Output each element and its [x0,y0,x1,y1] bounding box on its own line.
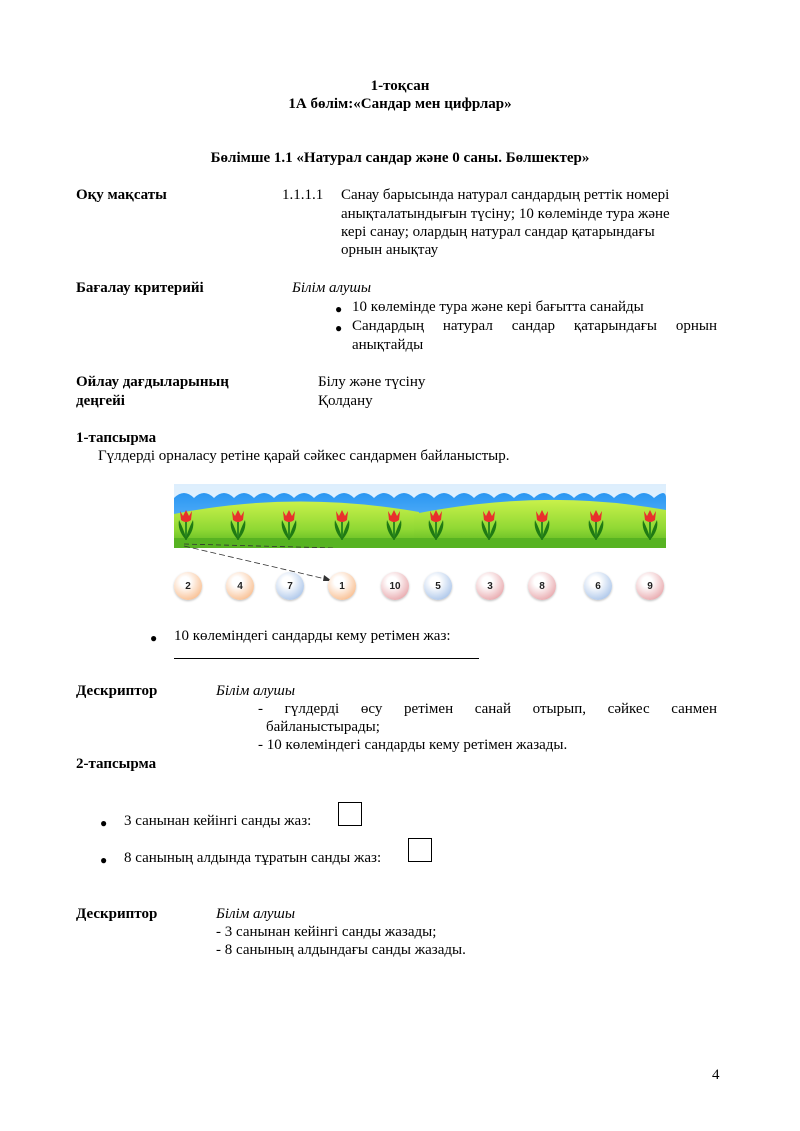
bullet-icon: ● [335,321,343,335]
descriptor1-line-3: - 10 көлеміндегі сандарды кему ретімен жазады. [258,737,568,753]
bullet-icon: ● [100,853,108,867]
answer-box-1[interactable] [338,802,362,826]
number-ball[interactable] [636,572,664,600]
number-ball-label: 5 [435,580,441,592]
descriptor1-intro: Білім алушы [216,683,296,699]
criteria-item-2-line-2: анықтайды [352,337,424,353]
descriptor1-label: Дескриптор [76,683,158,699]
criteria-item-2-line-1: Сандардың натурал сандар қатарындағы орнын [352,318,717,334]
descriptor2-line-1: - 3 санынан кейінгі санды жазады; [216,924,437,940]
descriptor1-line-1: - гүлдерді өсу ретімен санай отырып, сәйкес санмен [258,701,717,717]
bullet-icon: ● [335,302,343,316]
page-number: 4 [712,1067,720,1083]
criteria-intro: Білім алушы [292,280,372,296]
number-ball-label: 6 [595,580,601,592]
bullet-icon: ● [150,631,158,645]
task2-item-1: 3 санынан кейінгі санды жаз: [124,813,312,829]
number-ball-label: 4 [237,580,243,592]
descriptor1-line-2: байланыстырады; [266,719,380,735]
number-ball-label: 1 [339,580,345,592]
answer-box-2[interactable] [408,838,432,862]
thinking-label-line-2: деңгейі [76,393,125,409]
number-ball-label: 8 [539,580,545,592]
descriptor2-intro: Білім алушы [216,906,296,922]
criteria-label: Бағалау критерийі [76,280,204,296]
thinking-level-2: Қолдану [318,393,373,409]
objective-line-3: кері санау; олардың натурал сандар қатарындағы [341,224,655,240]
number-ball[interactable] [476,572,504,600]
task1-instruction: Гүлдерді орналасу ретіне қарай сәйкес сандармен байланыстыр. [98,448,510,464]
objective-line-1: Санау барысында натурал сандардың реттік номері [341,187,670,203]
number-ball[interactable] [381,572,409,600]
number-ball[interactable] [276,572,304,600]
thinking-level-1: Білу және түсіну [318,374,426,390]
tulip-meadow-illustration [174,484,666,548]
number-ball[interactable] [226,572,254,600]
objective-line-4: орнын анықтау [341,242,439,258]
objective-label: Оқу мақсаты [76,187,167,203]
objective-line-2: анықталатындығын түсіну; 10 көлемінде тура және [341,206,670,222]
task1-bullet-text: 10 көлеміндегі сандарды кему ретімен жаз: [174,628,451,644]
number-ball-label: 10 [389,580,401,592]
number-ball[interactable] [528,572,556,600]
number-ball-label: 3 [487,580,493,592]
number-ball-label: 2 [185,580,191,592]
descriptor2-label: Дескриптор [76,906,158,922]
number-ball[interactable] [174,572,202,600]
thinking-label-line-1: Ойлау дағдыларының [76,374,229,390]
number-ball-label: 7 [287,580,293,592]
number-ball-label: 9 [647,580,653,592]
task1-title: 1-тапсырма [76,430,157,446]
objective-code: 1.1.1.1 [282,187,324,203]
task2-item-2: 8 санының алдында тұратын санды жаз: [124,850,382,866]
descriptor2-line-2: - 8 санының алдындағы санды жазады. [216,942,466,958]
section-title: 1А бөлім:«Сандар мен цифрлар» [288,96,512,112]
number-ball[interactable] [584,572,612,600]
number-ball[interactable] [328,572,356,600]
subsection-title: Бөлімше 1.1 «Натурал сандар және 0 саны. Бөлшектер» [210,150,590,166]
answer-line[interactable] [174,658,479,659]
bullet-icon: ● [100,816,108,830]
number-ball[interactable] [424,572,452,600]
criteria-item-1: 10 көлемінде тура және кері бағытта санайды [352,299,644,315]
task2-title: 2-тапсырма [76,756,157,772]
quarter-title: 1-тоқсан [370,78,430,94]
